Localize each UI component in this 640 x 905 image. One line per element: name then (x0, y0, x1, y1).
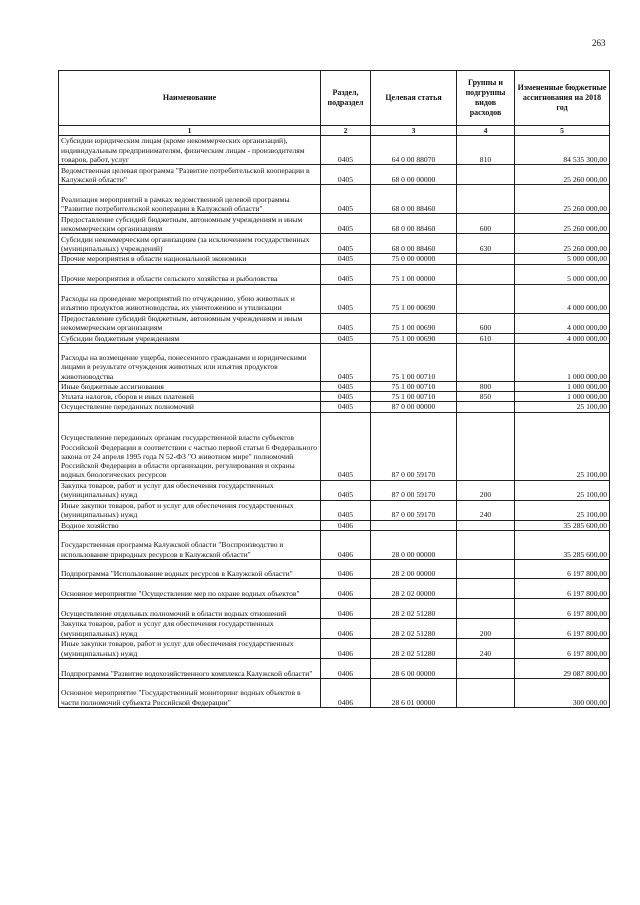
row-article: 28 6 01 00000 (371, 679, 457, 708)
table-row (59, 599, 610, 619)
row-article: 87 0 00 59170 (371, 480, 457, 500)
row-amount: 4 000 000,00 (515, 284, 610, 313)
table-row (59, 531, 610, 560)
row-amount: 5 000 000,00 (515, 264, 610, 284)
header-article: Целевая статья (371, 71, 457, 126)
table-row (59, 343, 610, 381)
row-article: 64 0 00 88070 (371, 136, 457, 165)
row-amount: 35 285 600,00 (515, 520, 610, 530)
row-section: 0405 (321, 381, 371, 391)
row-article: 28 2 02 51280 (371, 619, 457, 639)
column-number: 5 (515, 126, 610, 136)
row-group (457, 679, 515, 708)
row-section: 0406 (321, 639, 371, 659)
row-name: Иные закупки товаров, работ и услуг для обеспечения государственных (муниципальных) нужд (59, 500, 321, 520)
row-section: 0406 (321, 560, 371, 579)
row-group: 630 (457, 234, 515, 254)
table-row (59, 500, 610, 520)
row-article (371, 520, 457, 530)
row-group (457, 412, 515, 480)
row-name: Субсидии некоммерческим организациям (за исключением государственных (муниципальных) учреждений) (59, 234, 321, 254)
row-name: Подпрограмма "Использование водных ресурсов в Калужской области" (59, 560, 321, 579)
row-amount: 1 000 000,00 (515, 392, 610, 402)
row-article: 28 0 00 00000 (371, 531, 457, 560)
table-row (59, 284, 610, 313)
row-name: Уплата налогов, сборов и иных платежей (59, 392, 321, 402)
row-article: 28 6 00 00000 (371, 659, 457, 679)
row-section: 0405 (321, 392, 371, 402)
row-article: 28 2 02 51280 (371, 639, 457, 659)
table-header-row (59, 71, 610, 126)
row-name: Прочие мероприятия в области национальной экономики (59, 254, 321, 264)
row-group (457, 599, 515, 619)
row-name: Осуществление переданных органам государственной власти субъектов Российской Федерации в соответствии с частью первой статьи 6 Федерального закона от 24 апреля 1995 года N 52-ФЗ "О животном мире" полномочий Российской Федерации в области организации, регулирования и охраны водных биологических ресурсов (59, 412, 321, 480)
row-group: 240 (457, 639, 515, 659)
row-section: 0405 (321, 185, 371, 214)
row-group (457, 343, 515, 381)
column-number-row (59, 126, 610, 136)
row-amount: 6 197 800,00 (515, 619, 610, 639)
row-group: 200 (457, 480, 515, 500)
row-group (457, 520, 515, 530)
header-amount: Измененные бюджетные ассигнования на 2018 год (515, 71, 610, 126)
row-name: Реализация мероприятий в рамках ведомственной целевой программы "Развитие потребительской кооперации в Калужской области" (59, 185, 321, 214)
row-amount: 25 260 000,00 (515, 165, 610, 185)
table-row (59, 333, 610, 343)
table-row (59, 579, 610, 599)
row-amount: 1 000 000,00 (515, 381, 610, 391)
row-amount: 25 100,00 (515, 402, 610, 412)
budget-table (58, 70, 610, 708)
row-article: 68 0 00 88460 (371, 185, 457, 214)
column-number: 1 (59, 126, 321, 136)
row-name: Осуществление переданных полномочий (59, 402, 321, 412)
row-name: Иные бюджетные ассигнования (59, 381, 321, 391)
row-amount: 1 000 000,00 (515, 343, 610, 381)
row-name: Ведомственная целевая программа "Развитие потребительской кооперации в Калужской области" (59, 165, 321, 185)
row-amount: 35 285 600,00 (515, 531, 610, 560)
table-row (59, 264, 610, 284)
row-article: 68 0 00 88460 (371, 234, 457, 254)
row-amount: 84 535 300,00 (515, 136, 610, 165)
row-name: Основное мероприятие "Осуществление мер по охране водных объектов" (59, 579, 321, 599)
row-group (457, 659, 515, 679)
row-name: Субсидии юридическим лицам (кроме некоммерческих организаций), индивидуальным предпринимателям, физическим лицам - производителям товаров, работ, услуг (59, 136, 321, 165)
row-name: Предоставление субсидий бюджетным, автономным учреждениям и иным некоммерческим организациям (59, 313, 321, 333)
row-group (457, 560, 515, 579)
row-article: 87 0 00 59170 (371, 500, 457, 520)
row-group: 610 (457, 333, 515, 343)
table-row (59, 520, 610, 530)
row-group: 850 (457, 392, 515, 402)
row-name: Закупка товаров, работ и услуг для обеспечения государственных (муниципальных) нужд (59, 480, 321, 500)
row-article: 28 2 02 00000 (371, 579, 457, 599)
table-row (59, 560, 610, 579)
row-name: Расходы на возмещение ущерба, понесенного гражданами и юридическими лицами в результате отчуждения животных или изъятия продуктов животноводства (59, 343, 321, 381)
row-name: Водное хозяйство (59, 520, 321, 530)
row-section: 0406 (321, 531, 371, 560)
row-group: 200 (457, 619, 515, 639)
table-row (59, 619, 610, 639)
row-section: 0406 (321, 659, 371, 679)
table-row (59, 402, 610, 412)
row-amount: 25 260 000,00 (515, 234, 610, 254)
row-group: 810 (457, 136, 515, 165)
row-article: 75 1 00 00690 (371, 313, 457, 333)
row-group: 800 (457, 381, 515, 391)
row-amount: 6 197 800,00 (515, 560, 610, 579)
table-row (59, 392, 610, 402)
table-row (59, 254, 610, 264)
row-section: 0406 (321, 679, 371, 708)
row-article: 68 0 00 88460 (371, 214, 457, 234)
row-name: Государственная программа Калужской области "Воспроизводство и использование природных ресурсов в Калужской области" (59, 531, 321, 560)
row-article: 28 2 02 51280 (371, 599, 457, 619)
row-section: 0405 (321, 136, 371, 165)
row-amount: 25 100,00 (515, 480, 610, 500)
table-row (59, 412, 610, 480)
row-section: 0405 (321, 284, 371, 313)
row-name: Основное мероприятие "Государственный мониторинг водных объектов в части полномочий субъекта Российской Федерации" (59, 679, 321, 708)
row-section: 0405 (321, 165, 371, 185)
row-amount: 4 000 000,00 (515, 333, 610, 343)
row-amount: 6 197 800,00 (515, 599, 610, 619)
row-amount: 25 260 000,00 (515, 185, 610, 214)
row-group (457, 165, 515, 185)
column-number: 2 (321, 126, 371, 136)
table-row (59, 659, 610, 679)
row-section: 0406 (321, 579, 371, 599)
row-group (457, 531, 515, 560)
table-row (59, 639, 610, 659)
row-name: Закупка товаров, работ и услуг для обеспечения государственных (муниципальных) нужд (59, 619, 321, 639)
table-row (59, 234, 610, 254)
row-article: 75 1 00 00000 (371, 264, 457, 284)
row-name: Предоставление субсидий бюджетным, автономным учреждениям и иным некоммерческим организациям (59, 214, 321, 234)
row-article: 75 1 00 00710 (371, 343, 457, 381)
table-row (59, 136, 610, 165)
row-name: Расходы на проведение мероприятий по отчуждению, убою животных и изъятию продуктов животноводства, их уничтожению и утилизации (59, 284, 321, 313)
row-name: Иные закупки товаров, работ и услуг для обеспечения государственных (муниципальных) нужд (59, 639, 321, 659)
row-group (457, 579, 515, 599)
row-article: 75 1 00 00710 (371, 392, 457, 402)
row-amount: 25 100,00 (515, 412, 610, 480)
row-name: Прочие мероприятия в области сельского хозяйства и рыболовства (59, 264, 321, 284)
table-row (59, 165, 610, 185)
row-group: 240 (457, 500, 515, 520)
row-article: 68 0 00 00000 (371, 165, 457, 185)
row-section: 0405 (321, 264, 371, 284)
row-name: Осуществление отдельных полномочий в области водных отношений (59, 599, 321, 619)
row-section: 0405 (321, 214, 371, 234)
row-section: 0405 (321, 313, 371, 333)
table-row (59, 381, 610, 391)
table-row (59, 480, 610, 500)
row-section: 0405 (321, 343, 371, 381)
row-group: 600 (457, 313, 515, 333)
page-number: 263 (592, 38, 606, 48)
row-amount: 25 260 000,00 (515, 214, 610, 234)
row-article: 87 0 00 00000 (371, 402, 457, 412)
row-amount: 29 087 800,00 (515, 659, 610, 679)
row-group: 600 (457, 214, 515, 234)
header-name: Наименование (59, 71, 321, 126)
row-section: 0405 (321, 234, 371, 254)
row-article: 28 2 00 00000 (371, 560, 457, 579)
row-name: Подпрограмма "Развитие водохозяйственного комплекса Калужской области" (59, 659, 321, 679)
row-group (457, 254, 515, 264)
row-section: 0406 (321, 599, 371, 619)
table-row (59, 214, 610, 234)
header-section: Раздел, подраздел (321, 71, 371, 126)
row-amount: 4 000 000,00 (515, 313, 610, 333)
row-amount: 25 100,00 (515, 500, 610, 520)
header-group: Группы и подгруппы видов расходов (457, 71, 515, 126)
row-amount: 300 000,00 (515, 679, 610, 708)
row-article: 75 1 00 00690 (371, 284, 457, 313)
row-article: 87 0 00 59170 (371, 412, 457, 480)
row-group (457, 284, 515, 313)
row-section: 0405 (321, 412, 371, 480)
row-amount: 6 197 800,00 (515, 639, 610, 659)
table-row (59, 313, 610, 333)
table-row (59, 185, 610, 214)
row-group (457, 264, 515, 284)
table-row (59, 679, 610, 708)
row-amount: 5 000 000,00 (515, 254, 610, 264)
column-number: 4 (457, 126, 515, 136)
row-section: 0405 (321, 402, 371, 412)
row-amount: 6 197 800,00 (515, 579, 610, 599)
row-group (457, 402, 515, 412)
row-article: 75 1 00 00710 (371, 381, 457, 391)
row-section: 0405 (321, 480, 371, 500)
row-section: 0405 (321, 500, 371, 520)
row-section: 0405 (321, 333, 371, 343)
row-section: 0405 (321, 254, 371, 264)
row-section: 0406 (321, 520, 371, 530)
row-section: 0406 (321, 619, 371, 639)
row-name: Субсидии бюджетным учреждениям (59, 333, 321, 343)
row-group (457, 185, 515, 214)
column-number: 3 (371, 126, 457, 136)
row-article: 75 0 00 00000 (371, 254, 457, 264)
row-article: 75 1 00 00690 (371, 333, 457, 343)
